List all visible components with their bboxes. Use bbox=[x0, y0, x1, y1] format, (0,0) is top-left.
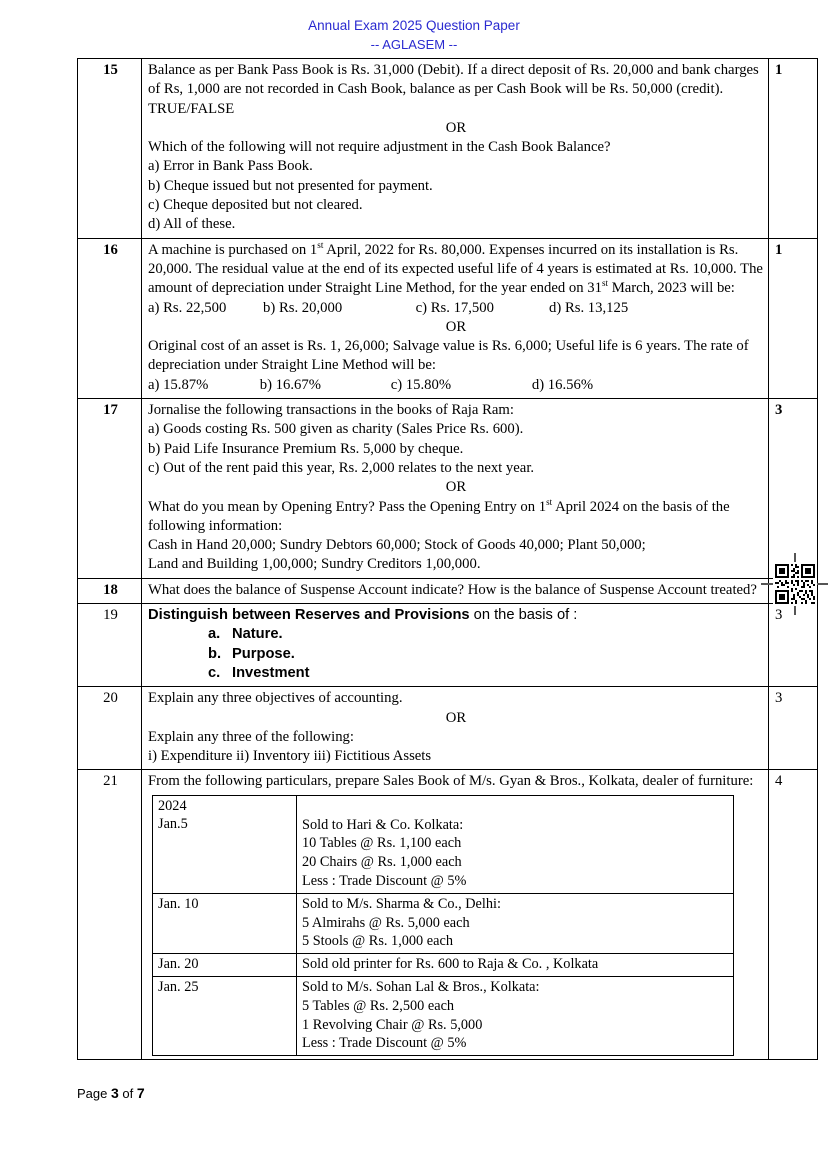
sub-item-c: c) Out of the rent paid this year, Rs. 2,000 relates to the next year. bbox=[148, 459, 535, 476]
question-text: What does the balance of Suspense Account indicate? How is the balance of Suspense Account treated? bbox=[148, 581, 757, 598]
sales-book-details-cell bbox=[297, 977, 734, 1056]
option-row: a) Rs. 22,500 b) Rs. 20,000 c) Rs. 17,500 d) Rs. 13,125 bbox=[148, 299, 629, 316]
option-b: b) Cheque issued but not presented for payment. bbox=[148, 177, 433, 194]
list-item bbox=[208, 625, 764, 644]
question-text: Explain any three objectives of accounting. bbox=[148, 690, 403, 707]
question-marks: 1 bbox=[769, 238, 818, 398]
question-number: 16 bbox=[78, 238, 142, 398]
sales-book-detail-line: Sold to M/s. Sharma & Co., Delhi: bbox=[302, 895, 501, 912]
sales-book-detail-line: Less : Trade Discount @ 5% bbox=[302, 1035, 467, 1052]
sales-book-date-cell bbox=[153, 795, 297, 893]
question-text-part: March, 2023 will be: bbox=[608, 280, 735, 297]
qr-code-icon bbox=[773, 562, 817, 606]
page-footer bbox=[77, 1085, 145, 1101]
table-row bbox=[78, 399, 818, 579]
sales-book-date: Jan. 25 bbox=[158, 979, 199, 996]
ordinal-suffix: st bbox=[317, 239, 324, 250]
question-number: 18 bbox=[78, 578, 142, 603]
sales-book-row bbox=[153, 977, 734, 1056]
sub-item-a: a) Goods costing Rs. 500 given as charity (Sales Price Rs. 600). bbox=[148, 421, 524, 438]
sales-book-date-cell bbox=[153, 954, 297, 977]
table-row bbox=[78, 604, 818, 687]
question-number: 21 bbox=[78, 770, 142, 1060]
question-marks: 3 bbox=[769, 687, 818, 770]
table-row bbox=[78, 578, 818, 603]
sales-book-detail-line: Sold to Hari & Co. Kolkata: bbox=[302, 816, 464, 833]
table-row bbox=[78, 238, 818, 398]
question-body bbox=[142, 604, 769, 687]
sales-book-details-cell bbox=[297, 893, 734, 953]
option-c: c) Cheque deposited but not cleared. bbox=[148, 197, 363, 214]
table-row bbox=[78, 59, 818, 239]
sales-book-detail-line: Sold to M/s. Sohan Lal & Bros., Kolkata: bbox=[302, 979, 540, 996]
question-text bbox=[148, 241, 764, 299]
sales-book-detail-line: 1 Revolving Chair @ Rs. 5,000 bbox=[302, 1016, 483, 1033]
sales-book-detail-line: 10 Tables @ Rs. 1,100 each bbox=[302, 835, 462, 852]
question-number: 15 bbox=[78, 59, 142, 239]
site-watermark-text: -- AGLASEM -- bbox=[370, 37, 458, 52]
list-item-label: Nature. bbox=[232, 626, 283, 643]
ordinal-suffix: st bbox=[601, 278, 609, 289]
current-page-number: 3 bbox=[111, 1085, 119, 1101]
ordinal-suffix: st bbox=[546, 496, 553, 507]
sub-question-list bbox=[148, 625, 764, 683]
question-text-trail: on the basis of : bbox=[469, 607, 578, 624]
qr-code-glyph bbox=[773, 562, 817, 606]
question-body bbox=[142, 687, 769, 770]
list-marker: a. bbox=[208, 626, 221, 643]
question-text-lead: Distinguish between bbox=[148, 607, 295, 624]
alt-text-part: April 2024 on the basis of the following information: bbox=[148, 498, 730, 534]
alt-question-text: Which of the following will not require adjustment in the Cash Book Balance? bbox=[148, 139, 611, 156]
question-body bbox=[142, 770, 769, 1060]
question-marks: 3 bbox=[769, 399, 818, 579]
table-row bbox=[78, 687, 818, 770]
total-page-count: 7 bbox=[136, 1085, 145, 1101]
sales-book-details-cell bbox=[297, 795, 734, 893]
footer-prefix: Page bbox=[77, 1086, 108, 1101]
list-item-label: Investment bbox=[232, 664, 310, 681]
alt-option-row: i) Expenditure ii) Inventory iii) Fictitious Assets bbox=[148, 748, 432, 765]
alt-question-text: Original cost of an asset is Rs. 1, 26,000; Salvage value is Rs. 6,000; Useful life is 6 years. The rate of depreciation under Straight Line Method will be: bbox=[148, 338, 749, 374]
alt-text-part: What do you mean by Opening Entry? Pass the Opening Entry on 1 bbox=[148, 498, 547, 515]
sales-book-date: Jan. 10 bbox=[158, 895, 199, 912]
question-marks: 1 bbox=[769, 59, 818, 239]
sales-book-detail-line: Less : Trade Discount @ 5% bbox=[302, 873, 467, 890]
question-text-emphasis: Reserves and Provisions bbox=[294, 607, 470, 624]
question-text: Balance as per Bank Pass Book is Rs. 31,000 (Debit). If a direct deposit of Rs. 20,000 and bank charges of Rs, 1,000 are not recorded in Cash Book, balance as per Cash Book will be Rs. 50,000 (credit). TRUE/FALSE bbox=[148, 62, 759, 117]
sales-book-date: Jan.5 bbox=[158, 816, 188, 833]
question-text-part: A machine is purchased on 1 bbox=[148, 241, 318, 258]
question-number: 19 bbox=[78, 604, 142, 687]
exam-title: Annual Exam 2025 Question Paper bbox=[308, 18, 520, 33]
list-item-label: Purpose. bbox=[232, 645, 295, 662]
sales-book-row bbox=[153, 795, 734, 893]
question-body bbox=[142, 238, 769, 398]
sales-book-details-cell bbox=[297, 954, 734, 977]
question-number: 20 bbox=[78, 687, 142, 770]
alt-question-text bbox=[148, 498, 764, 537]
alt-detail-line: Land and Building 1,00,000; Sundry Creditors 1,00,000. bbox=[148, 556, 481, 573]
sales-book-row bbox=[153, 954, 734, 977]
question-number: 17 bbox=[78, 399, 142, 579]
or-separator: OR bbox=[445, 479, 467, 496]
sales-book-detail-line: 5 Stools @ Rs. 1,000 each bbox=[302, 933, 453, 950]
alt-question-text: Explain any three of the following: bbox=[148, 728, 354, 745]
or-separator: OR bbox=[445, 119, 467, 136]
sales-book-year: 2024 bbox=[158, 797, 187, 814]
question-text-part: April, 2022 for Rs. 80,000. Expenses incurred on its installation is Rs. 20,000. The residual value at the end of its expected useful life of 4 years is estimated at Rs. 10,000. The amount of depreciation under Straight Line Method, for the year ended on 31 bbox=[148, 241, 763, 297]
spacer bbox=[302, 797, 728, 816]
question-text: Jornalise the following transactions in the books of Raja Ram: bbox=[148, 402, 514, 419]
question-text: From the following particulars, prepare Sales Book of M/s. Gyan & Bros., Kolkata, dealer of furniture: bbox=[148, 773, 754, 790]
sales-book-detail-line: 5 Tables @ Rs. 2,500 each bbox=[302, 997, 455, 1014]
option-a: a) Error in Bank Pass Book. bbox=[148, 158, 313, 175]
list-marker: c. bbox=[208, 664, 221, 681]
sales-book-date: Jan. 20 bbox=[158, 956, 199, 973]
question-paper-table bbox=[77, 58, 818, 1060]
question-marks: 4 bbox=[769, 770, 818, 1060]
sales-book-row bbox=[153, 893, 734, 953]
sales-book-detail-line: Sold old printer for Rs. 600 to Raja & Co. , Kolkata bbox=[302, 956, 599, 973]
table-row bbox=[78, 770, 818, 1060]
sub-item-b: b) Paid Life Insurance Premium Rs. 5,000 by cheque. bbox=[148, 440, 464, 457]
sales-book-detail-line: 5 Almirahs @ Rs. 5,000 each bbox=[302, 914, 470, 931]
alt-option-row: a) 15.87% b) 16.67% c) 15.80% d) 16.56% bbox=[148, 376, 594, 393]
option-d: d) All of these. bbox=[148, 216, 236, 233]
sales-book-date-cell bbox=[153, 977, 297, 1056]
sales-book-table bbox=[152, 795, 734, 1057]
alt-detail-line: Cash in Hand 20,000; Sundry Debtors 60,000; Stock of Goods 40,000; Plant 50,000; bbox=[148, 537, 646, 554]
question-body bbox=[142, 399, 769, 579]
sales-book-detail-line: 20 Chairs @ Rs. 1,000 each bbox=[302, 854, 462, 871]
question-marks: 3 bbox=[769, 604, 818, 687]
page-header bbox=[0, 16, 828, 54]
sales-book-date-cell bbox=[153, 893, 297, 953]
question-text bbox=[148, 606, 764, 625]
list-marker: b. bbox=[208, 645, 222, 662]
or-separator: OR bbox=[445, 318, 467, 335]
or-separator: OR bbox=[445, 709, 467, 726]
footer-middle: of bbox=[122, 1086, 134, 1101]
list-item bbox=[208, 664, 764, 683]
list-item bbox=[208, 645, 764, 664]
question-body bbox=[142, 578, 769, 603]
question-body bbox=[142, 59, 769, 239]
